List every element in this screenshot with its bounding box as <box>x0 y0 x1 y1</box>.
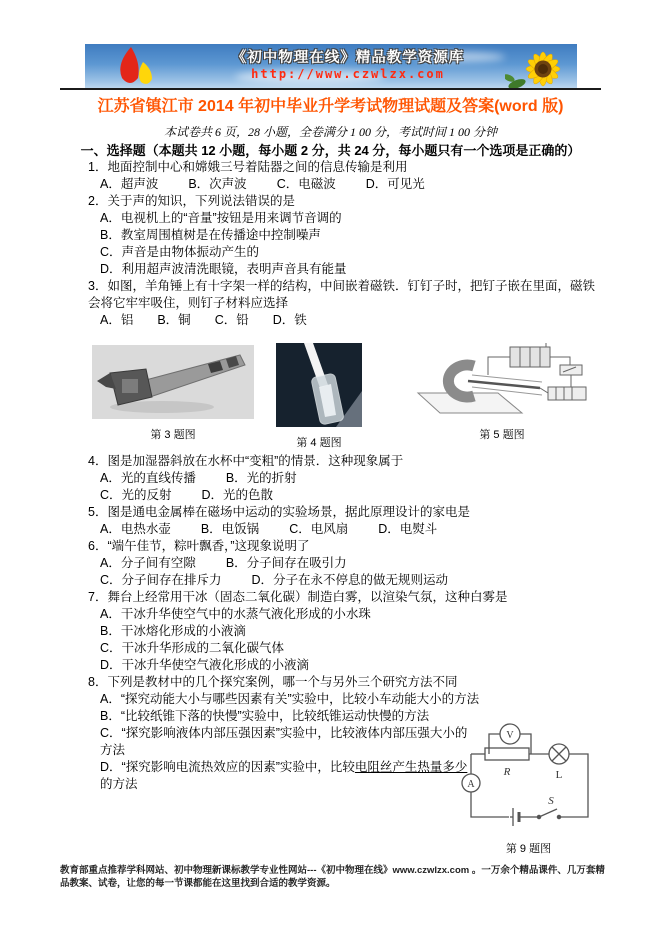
option: B．分子间存在吸引力 <box>225 556 347 570</box>
option: C．“探究影响液体内部压强因素”实验中，比较液体内部压强大小的方法 <box>100 726 468 757</box>
option: B．光的折射 <box>225 471 297 485</box>
question-8-block <box>88 674 602 855</box>
question-2-stem: 2．关于声的知识，下列说法错误的是 <box>88 194 295 208</box>
lamp-label: L <box>555 769 563 781</box>
question-1-options <box>88 176 602 193</box>
question-3-stem: 3．如图，羊角锤上有十字架一样的结构，中间嵌着磁铁．钉钉子时，把钉子嵌在里面，磁铁会将它牢牢吸住，则钉子材料应选择 <box>88 279 595 310</box>
option: D．分子在永不停息的做无规则运动 <box>251 573 449 587</box>
question-4-options-row2 <box>88 487 602 504</box>
figures-row <box>88 329 602 453</box>
option <box>88 759 468 793</box>
option: C．分子间存在排斥力 <box>100 573 222 587</box>
document-title: 江苏省镇江市 2014 年初中毕业升学考试物理试题及答案(word 版) <box>97 98 564 115</box>
site-banner <box>85 44 577 88</box>
page-footer: 教育部重点推荐学科网站、初中物理新课标教学专业性网站---《初中物理在线》www.czwlzx.com 。一万余个精品课件、几万套精品教案、试卷，让您的每一节课都能在这里找到合适的教学资源。 <box>60 865 605 889</box>
question-7-stem: 7．舞台上经常用干冰（固态二氧化碳）制造白雾，以渲染气氛，这种白雾是 <box>88 590 508 604</box>
resistor-label: R <box>503 766 511 778</box>
question-6-options-row1 <box>88 555 602 572</box>
option: A．分子间有空隙 <box>100 556 196 570</box>
question-5-options <box>88 521 602 538</box>
option: C．声音是由物体振动产生的 <box>100 245 260 259</box>
option: A．铝 <box>100 313 134 327</box>
option: D．利用超声波清洗眼镜，表明声音具有能量 <box>100 262 347 276</box>
option: B．铜 <box>157 313 191 327</box>
exam-info-line: 本试卷共 6 页，28 小题，全卷满分 1 00 分，考试时间 1 00 分钟 <box>163 125 497 139</box>
question-6-stem: 6．“端午佳节，粽叶飘香，”这现象说明了 <box>88 539 310 553</box>
option: D．可见光 <box>365 177 425 191</box>
banner-divider <box>60 88 601 90</box>
question-4-stem: 4．图是加湿器斜放在水杯中“变粗”的情景．这种现象属于 <box>88 454 404 468</box>
circuit-diagram <box>455 720 602 836</box>
question-4-options-row1 <box>88 470 602 487</box>
question-area <box>88 159 602 855</box>
option: D．铁 <box>272 313 307 327</box>
option: A．电视机上的“音量”按钮是用来调节音调的 <box>100 211 342 225</box>
banner-site-url[interactable]: http://www.czwlzx.com <box>251 67 445 81</box>
ammeter-label: A <box>467 779 475 790</box>
straw-photo <box>276 343 362 427</box>
figure-4-caption: 第 4 题图 <box>296 437 342 449</box>
option: A．光的直线传播 <box>100 471 196 485</box>
figure-9-caption: 第 9 题图 <box>505 843 552 855</box>
option: C．光的反射 <box>100 488 172 502</box>
option: C．干冰升华形成的二氧化碳气体 <box>100 641 285 655</box>
option: A．干冰升华使空气中的水蒸气液化形成的小水珠 <box>100 607 371 621</box>
figure-3-caption: 第 3 题图 <box>150 429 196 441</box>
option: C．电磁波 <box>276 177 336 191</box>
option-d-prefix: D．“探究影响电流热效应的因素”实验中，比较 <box>100 760 355 774</box>
option: B．电饭锅 <box>200 522 260 536</box>
figure-4-straw-in-glass <box>276 343 362 452</box>
option: A．超声波 <box>100 177 159 191</box>
option: B．“比较纸锥下落的快慢”实验中，比较纸锥运动快慢的方法 <box>100 709 430 723</box>
option-d-underlined: 电阻丝产生热量多少 <box>354 760 468 774</box>
option: B．次声波 <box>188 177 247 191</box>
option: B．教室周围植树是在传播途中控制噪声 <box>100 228 321 242</box>
question-6-options-row2 <box>88 572 602 589</box>
question-5-stem: 5．图是通电金属棒在磁场中运动的实验场景，据此原理设计的家电是 <box>88 505 470 519</box>
figure-5-experiment <box>410 341 594 444</box>
option: A．“探究动能大小与哪些因素有关”实验中，比较小车动能大小的方法 <box>100 692 480 706</box>
question-1-stem: 1．地面控制中心和嫦娥三号着陆器之间的信息传输是利用 <box>88 160 408 174</box>
banner-text-group <box>203 46 493 81</box>
sunflower-icon <box>505 48 573 88</box>
switch-label: S <box>548 795 554 807</box>
option: D．光的色散 <box>201 488 274 502</box>
section-heading: 一、选择题（本题共 12 小题，每小题 2 分，共 24 分，每小题只有一个选项是正确的） <box>80 143 581 158</box>
hammer-photo <box>92 345 254 419</box>
option: C．电风扇 <box>289 522 349 536</box>
option: A．电热水壶 <box>100 522 171 536</box>
option: D．干冰升华使空气液化形成的小液滴 <box>100 658 310 672</box>
question-3-options <box>88 312 602 329</box>
voltmeter-label: V <box>506 730 514 741</box>
banner-site-title: 《初中物理在线》精品教学资源库 <box>231 50 465 66</box>
question-8-stem: 8．下列是教材中的几个探究案例，哪一个与另外三个研究方法不同 <box>88 675 458 689</box>
magnet-circuit-figure <box>410 341 594 419</box>
figure-9-circuit <box>455 720 602 858</box>
option: B．干冰熔化形成的小液滴 <box>100 624 246 638</box>
option: D．电熨斗 <box>378 522 438 536</box>
option: C．铅 <box>214 313 249 327</box>
option-d-suffix: 的方法 <box>100 777 138 791</box>
figure-5-caption: 第 5 题图 <box>479 429 525 441</box>
site-logo-icon <box>109 45 155 88</box>
figure-3-hammer <box>92 345 254 444</box>
